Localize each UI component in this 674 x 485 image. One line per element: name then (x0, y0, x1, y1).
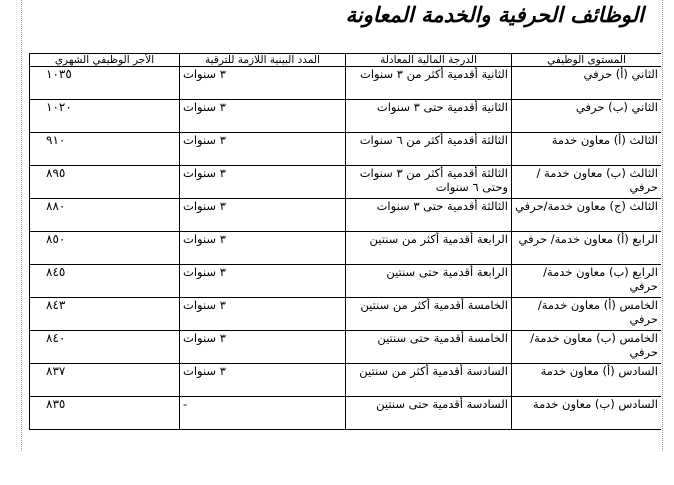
cell-grade: الثالثة أقدمية أكثر من ٣ سنوات وحتى ٦ سنوات (346, 166, 512, 199)
cell-period: ٣ سنوات (180, 364, 346, 397)
table-row (30, 67, 662, 100)
table-row (30, 298, 662, 331)
cell-period: ٣ سنوات (180, 232, 346, 265)
page-margin-right (662, 0, 663, 485)
cell-level: الثالث (ب) معاون خدمة / حرفي (512, 166, 662, 199)
table-row (30, 397, 662, 430)
cell-grade: الرابعة أقدمية أكثر من سنتين (346, 232, 512, 265)
cell-level: الرابع (أ) معاون خدمة/ حرفي (512, 232, 662, 265)
table-container (29, 53, 661, 451)
cell-period: ٣ سنوات (180, 265, 346, 298)
cell-wage: ٨٣٧ (30, 364, 180, 397)
cell-wage: ٨٣٥ (30, 397, 180, 430)
header-period: المدد البينية اللازمة للترقية (180, 54, 346, 67)
cell-level: السادس (ب) معاون خدمة (512, 397, 662, 430)
table-row (30, 232, 662, 265)
table-row (30, 166, 662, 199)
cell-wage: ٨٤٥ (30, 265, 180, 298)
cell-grade: الثالثة أقدمية حتى ٣ سنوات (346, 199, 512, 232)
header-level: المستوى الوظيفي (512, 54, 662, 67)
wage-table (29, 53, 661, 430)
cell-period: ٣ سنوات (180, 67, 346, 100)
cell-period: ٣ سنوات (180, 133, 346, 166)
cell-period: ٣ سنوات (180, 199, 346, 232)
cell-wage: ٨٩٥ (30, 166, 180, 199)
page-bottom-blank (0, 451, 674, 485)
cell-level: الثالث (أ) معاون خدمة (512, 133, 662, 166)
cell-grade: السادسة أقدمية أكثر من سنتين (346, 364, 512, 397)
header-wage: الأجر الوظيفي الشهري (30, 54, 180, 67)
table-row (30, 331, 662, 364)
cell-grade: الخامسة أقدمية أكثر من سنتين (346, 298, 512, 331)
cell-wage: ١٠٢٠ (30, 100, 180, 133)
cell-wage: ٨٨٠ (30, 199, 180, 232)
cell-grade: السادسة أقدمية حتى سنتين (346, 397, 512, 430)
table-row (30, 133, 662, 166)
cell-wage: ٨٥٠ (30, 232, 180, 265)
cell-grade: الرابعة أقدمية حتى سنتين (346, 265, 512, 298)
table-row (30, 265, 662, 298)
cell-level: الثاني (أ) حرفي (512, 67, 662, 100)
cell-wage: ٨٤٣ (30, 298, 180, 331)
page-margin-left (21, 0, 22, 485)
table-header-row (30, 54, 662, 67)
table-row (30, 364, 662, 397)
cell-period: ٣ سنوات (180, 331, 346, 364)
cell-wage: ٩١٠ (30, 133, 180, 166)
cell-grade: الثانية أقدمية حتى ٣ سنوات (346, 100, 512, 133)
cell-wage: ٨٤٠ (30, 331, 180, 364)
cell-level: الخامس (أ) معاون خدمة/حرفي (512, 298, 662, 331)
cell-grade: الثالثة أقدمية أكثر من ٦ سنوات (346, 133, 512, 166)
cell-period: - (180, 397, 346, 430)
table-row (30, 199, 662, 232)
document-title: الوظائف الحرفية والخدمة المعاونة (345, 2, 644, 27)
cell-grade: الثانية أقدمية أكثر من ٣ سنوات (346, 67, 512, 100)
cell-period: ٣ سنوات (180, 100, 346, 133)
header-grade: الدرجة المالية المعادلة (346, 54, 512, 67)
cell-level: الرابع (ب) معاون خدمة/حرفي (512, 265, 662, 298)
cell-grade: الخامسة أقدمية حتى سنتين (346, 331, 512, 364)
cell-level: السادس (أ) معاون خدمة (512, 364, 662, 397)
cell-level: الثالث (ج) معاون خدمة/حرفي (512, 199, 662, 232)
cell-level: الخامس (ب) معاون خدمة/حرفي (512, 331, 662, 364)
cell-wage: ١٠٣٥ (30, 67, 180, 100)
cell-period: ٣ سنوات (180, 166, 346, 199)
cell-period: ٣ سنوات (180, 298, 346, 331)
table-row (30, 100, 662, 133)
cell-level: الثاني (ب) حرفي (512, 100, 662, 133)
